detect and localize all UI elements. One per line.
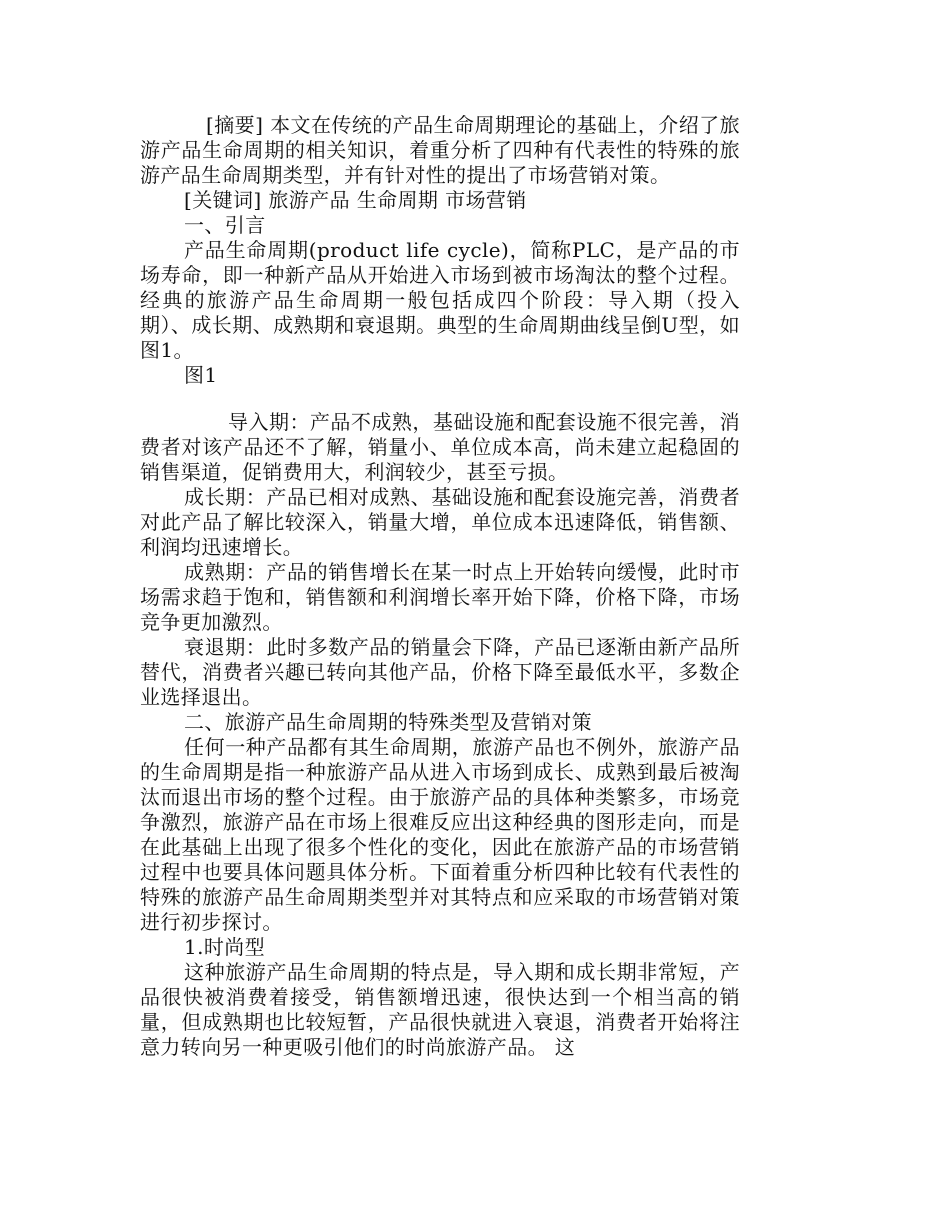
document-body <box>140 113 740 1060</box>
stage-growth-paragraph: 成长期：产品已相对成熟、基础设施和配套设施完善，消费者对此产品了解比较深入，销量大增，单位成本迅速降低，销售额、利润均迅速增长。 <box>140 485 740 559</box>
figure-caption: 图1 <box>184 363 218 387</box>
special-types-paragraph: 任何一种产品都有其生命周期，旅游产品也不例外，旅游产品的生命周期是指一种旅游产品从进入市场到成长、成熟到最后被淘汰而退出市场的整个过程。由于旅游产品的具体种类繁多，市场竞争激烈，旅游产品在市场上很难反应出这种经典的图形走向，而是在此基础上出现了很多个性化的变化，因此在旅游产品的市场营销过程中也要具体问题具体分析。下面着重分析四种比较有代表性的特殊的旅游产品生命周期类型并对其特点和应采取的市场营销对策进行初步探讨。 <box>140 735 740 934</box>
subsection-heading-fashion: 1.时尚型 <box>184 935 266 959</box>
stage-maturity-paragraph: 成熟期：产品的销售增长在某一时点上开始转向缓慢，此时市场需求趋于饱和，销售额和利润增长率开始下降，价格下降，市场竞争更加激烈。 <box>140 560 740 634</box>
stage-decline-paragraph: 衰退期：此时多数产品的销量会下降，产品已逐渐由新产品所替代，消费者兴趣已转向其他产品，价格下降至最低水平，多数企业选择退出。 <box>140 635 740 709</box>
section-heading-introduction: 一、引言 <box>184 213 266 237</box>
abstract-paragraph: [摘要] 本文在传统的产品生命周期理论的基础上，介绍了旅游产品生命周期的相关知识，着重分析了四种有代表性的特殊的旅游产品生命周期类型，并有针对性的提出了市场营销对策。 <box>140 113 740 187</box>
intro-paragraph: 产品生命周期(product life cycle)，简称PLC，是产品的市场寿命，即一种新产品从开始进入市场到被市场淘汰的整个过程。经典的旅游产品生命周期一般包括成四个阶段：导入期（投入期）、成长期、成熟期和衰退期。典型的生命周期曲线呈倒U型，如图1。 <box>140 238 740 362</box>
keywords-line: [关键词] 旅游产品 生命周期 市场营销 <box>184 188 527 212</box>
stage-introduction-paragraph: 导入期：产品不成熟，基础设施和配套设施不很完善，消费者对该产品还不了解，销量小、单位成本高，尚未建立起稳固的销售渠道，促销费用大，利润较少，甚至亏损。 <box>140 410 740 484</box>
fashion-type-paragraph: 这种旅游产品生命周期的特点是，导入期和成长期非常短，产品很快被消费着接受，销售额增迅速，很快达到一个相当高的销量，但成熟期也比较短暂，产品很快就进入衰退，消费者开始将注意力转向另一种更吸引他们的时尚旅游产品。 这 <box>140 960 740 1059</box>
figure-placeholder <box>140 388 740 410</box>
section-heading-special-types: 二、旅游产品生命周期的特殊类型及营销对策 <box>184 710 592 734</box>
